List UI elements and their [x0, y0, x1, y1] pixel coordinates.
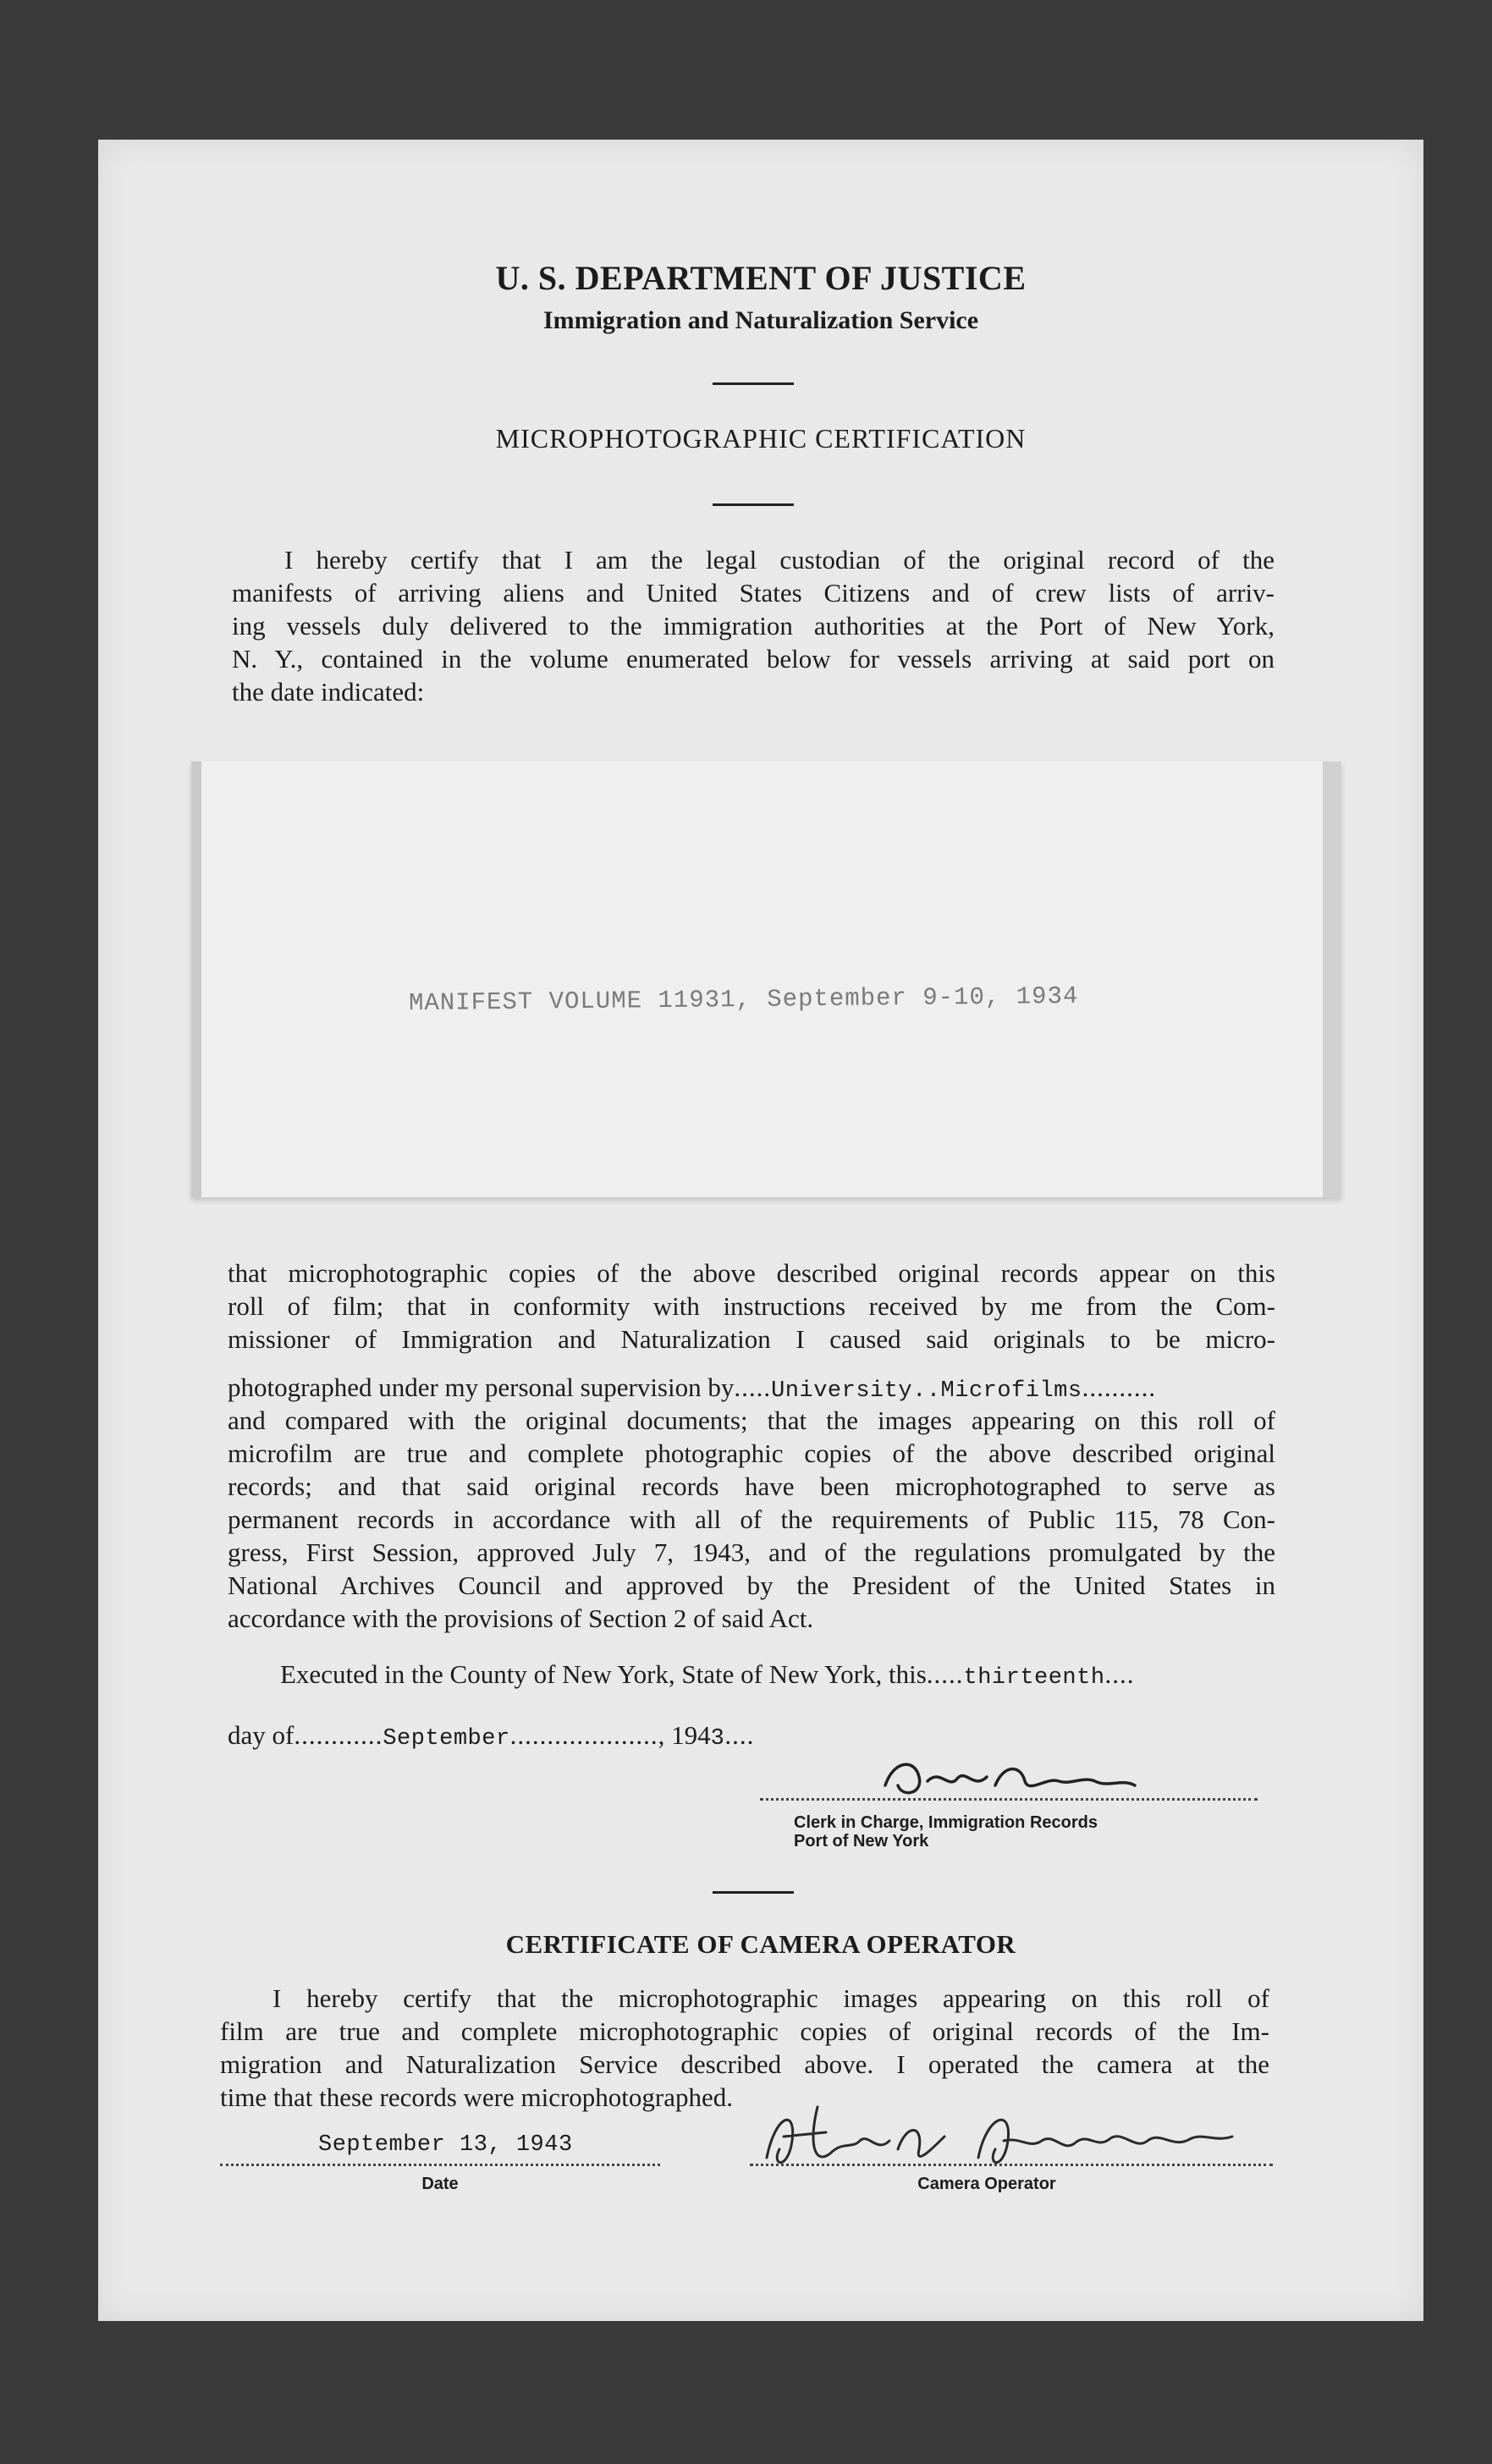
camera-line: time that these records were microphotographed.: [220, 2082, 733, 2112]
body-line: missioner of Immigration and Naturalization I caused said originals to be micro-: [228, 1324, 1275, 1354]
body-paragraph-top: [228, 1257, 1275, 1356]
manifest-volume-text: MANIFEST VOLUME 11931, September 9-10, 1934: [408, 982, 1079, 1018]
certificate-sheet: [98, 140, 1423, 2321]
clerk-title-line: Port of New York: [794, 1832, 929, 1851]
camera-operator-label: Camera Operator: [917, 2175, 1056, 2193]
body-line: National Archives Council and approved by the President of the United States in: [228, 1570, 1275, 1600]
execution-line: [280, 1658, 1135, 1695]
body-line: records; and that said original records have been microphotographed to serve as: [228, 1471, 1275, 1501]
clerk-title-line: Clerk in Charge, Immigration Records: [794, 1813, 1098, 1832]
execution-dots: .....: [926, 1659, 964, 1689]
intro-line: N. Y., contained in the volume enumerated below for vessels arriving at said port on: [232, 644, 1275, 674]
supervision-line: [228, 1371, 1275, 1408]
clerk-title: [794, 1813, 1098, 1851]
day-of-line: [228, 1719, 754, 1756]
supervision-prefix: photographed under my personal supervision by: [228, 1372, 735, 1402]
year-digit: 3: [710, 1726, 725, 1752]
intro-line: the date indicated:: [232, 677, 425, 707]
body-line: microfilm are true and complete photographic copies of the above described original: [228, 1438, 1275, 1468]
day-of-dots: ....................: [509, 1720, 658, 1750]
body-line: and compared with the original documents; that the images appearing on this roll of: [228, 1405, 1275, 1435]
department-title: U. S. DEPARTMENT OF JUSTICE: [495, 259, 1027, 297]
body-line: that microphotographic copies of the above described original records appear on this: [228, 1258, 1275, 1288]
body-line: accordance with the provisions of Section 2 of said Act.: [228, 1603, 814, 1633]
supervision-value: University..Microfilms: [771, 1378, 1082, 1404]
supervision-dots: .....: [734, 1372, 772, 1402]
camera-line: film are true and complete microphotographic copies of original records of the Im-: [220, 2016, 1269, 2046]
day-of-label: day of: [228, 1720, 295, 1750]
camera-line: migration and Naturalization Service described above. I operated the camera at the: [220, 2049, 1269, 2079]
body-line: permanent records in accordance with all of the requirements of Public 115, 78 Con-: [228, 1504, 1275, 1534]
body-line: gress, First Session, approved July 7, 1943, and of the regulations promulgated by the: [228, 1537, 1275, 1567]
clerk-signature-icon: [877, 1743, 1148, 1811]
execution-dots: ....: [1104, 1659, 1135, 1689]
date-label: Date: [421, 2175, 459, 2193]
date-line: [220, 2164, 660, 2166]
execution-day-value: thirteenth: [963, 1665, 1105, 1691]
supervision-dots: ..........: [1082, 1372, 1157, 1402]
operator-signature-icon: [750, 2090, 1258, 2183]
body-line: roll of film; that in conformity with instructions received by me from the Com-: [228, 1291, 1275, 1321]
certification-heading: MICROPHOTOGRAPHIC CERTIFICATION: [495, 423, 1027, 454]
title-divider-top: [713, 382, 794, 385]
intro-line: ing vessels duly delivered to the immigration authorities at the Port of New York,: [232, 611, 1275, 641]
section-divider: [713, 1891, 794, 1894]
volume-slip: [191, 762, 1341, 1197]
day-of-dots: ....: [724, 1720, 755, 1750]
intro-line: I hereby certify that I am the legal custodian of the original record of the: [284, 545, 1275, 575]
year-prefix: , 194: [658, 1720, 711, 1750]
execution-prefix: Executed in the County of New York, State of New York, this: [280, 1659, 927, 1689]
execution-month-value: September: [383, 1726, 510, 1752]
title-divider-bottom: [713, 503, 794, 506]
camera-date-value: September 13, 1943: [318, 2132, 573, 2158]
intro-line: manifests of arriving aliens and United States Citizens and of crew lists of arriv-: [232, 578, 1275, 608]
body-paragraph-bottom: [228, 1404, 1275, 1635]
day-of-dots: ............: [294, 1720, 383, 1750]
camera-operator-heading: CERTIFICATE OF CAMERA OPERATOR: [505, 1929, 1016, 1959]
camera-line: I hereby certify that the microphotographic images appearing on this roll of: [273, 1983, 1269, 2013]
service-subtitle: Immigration and Naturalization Service: [542, 306, 979, 334]
intro-paragraph: [232, 543, 1275, 708]
